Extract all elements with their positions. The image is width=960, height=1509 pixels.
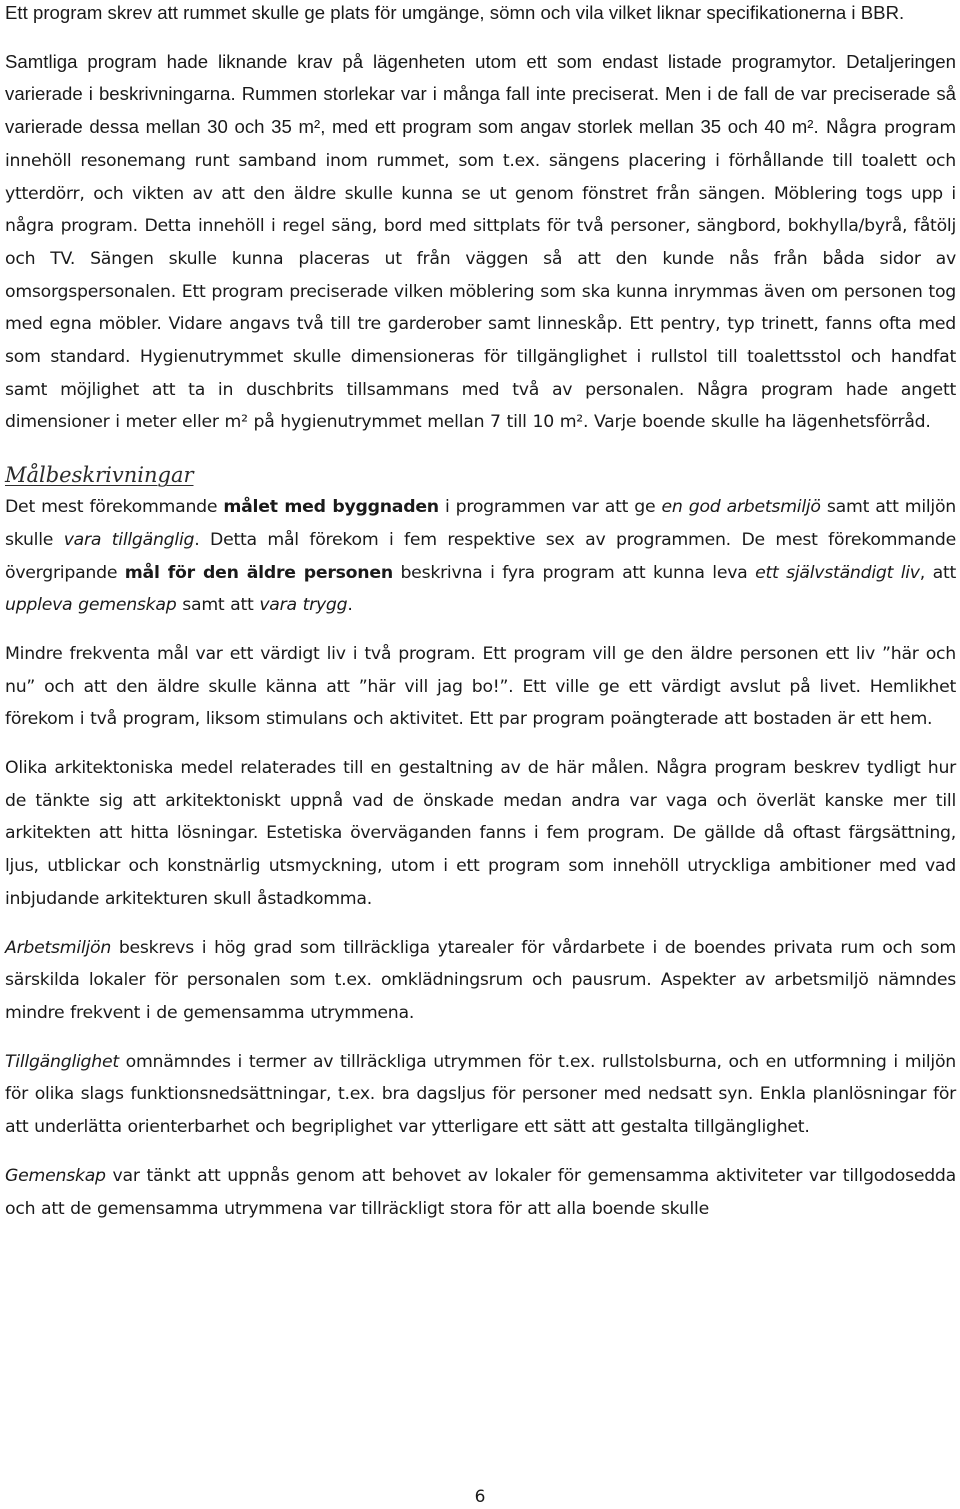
goals-paragraph-1 [5, 491, 956, 622]
italic-term: ett självständigt liv [755, 562, 920, 583]
text: . Detta mål förekom i fem respektive sex av programmen. De mest förekommande övergripande [5, 529, 956, 583]
section-heading: Målbeskrivningar [5, 463, 194, 488]
italic-term: Tillgänglighet [5, 1051, 119, 1072]
italic-term: Arbetsmiljön [5, 937, 112, 958]
intro-paragraph-1: Ett program skrev att rummet skulle ge plats för umgänge, sömn och vila vilket liknar specifikationerna i BBR. [5, 2, 905, 23]
italic-term: uppleva gemenskap [5, 595, 177, 616]
intro-paragraph-2 [5, 46, 956, 439]
page-number: 6 [474, 1487, 486, 1507]
text: beskrevs i hög grad som tillräckliga ytarealer för vårdarbete i de boendes privata rum och som särskilda lokaler för personalen som t.ex. omklädningsrum och pausrum. Aspekter av arbetsmiljö nämndes mindre frekvent i de gemensamma utrymmena. [5, 937, 956, 1023]
italic-term: en god arbetsmiljö [661, 497, 821, 518]
italic-term: Gemenskap [5, 1165, 106, 1186]
intro-paragraph-2-part-b: Några program innehöll resonemang runt samband inom rummet, som t.ex. sängens placering i förhållande till toalett och ytterdörr, och vikten av att den äldre skulle kunna se ut genom fönstret från sängen. Möblering togs upp i några program. Detta innehöll i regel säng, bord med sittplats för två personer, sängbord, bokhylla/byrå, fåtölj och TV. Sängen skulle kunna placeras ut från väggen så att den kunde nås från båda sidor av omsorgspersonalen. Ett program preciserade vilken möblering som ska kunna inrymmas även om personen tog med egna möbler. Vidare angavs två till tre garderober samt linneskåp. Ett pentry, typ trinett, fanns ofta med som standard. Hygienutrymmet skulle dimensioneras för tillgänglighet i rullstol till toalettsstol och handfat samt möjlighet att ta in duschbrits tillsammans med två av personalen. Några program hade angett dimensioner i meter eller m² på hygienutrymmet mellan 7 till 10 m². Varje boende skulle ha lägenhetsförråd. [5, 118, 956, 433]
text: . [347, 595, 353, 616]
goals-paragraph-6 [5, 1160, 956, 1225]
text: i programmen var att ge [438, 497, 662, 518]
text: samt att [176, 595, 260, 616]
text: beskrivna i fyra program att kunna leva [392, 562, 756, 583]
bold-term: mål för den äldre personen [124, 562, 393, 583]
goals-paragraph-5 [5, 1046, 956, 1144]
text: var tänkt att uppnås genom att behovet av lokaler för gemensamma aktiviteter var tillgodosedda och att de gemensamma utrymmena var tillräckligt stora för att alla boende skulle [5, 1165, 956, 1219]
goals-paragraph-3: Olika arkitektoniska medel relaterades till en gestaltning av de här målen. Några program beskrev tydligt hur de tänkte sig att arkitektoniskt uppnå vad de önskade medan andra var vaga och överlät kanske mer till arkitekten att hitta lösningar. Estetiska överväganden fanns i fem program. De gällde då oftast färgsättning, ljus, utblickar och konstnärlig utsmyckning, utom i ett program som innehöll utryckliga ambitioner med vad inbjudande arkitekturen skull åstadkomma. [5, 758, 956, 909]
text: omnämndes i termer av tillräckliga utrymmen för t.ex. rullstolsburna, och en utformning i miljön för olika slags funktionsnedsättningar, t.ex. bra dagsljus för personer med nedsatt syn. Enkla planlösningar för att underlätta orienterbarhet och begriplighet var ytterligare ett sätt att gestalta tillgänglighet. [5, 1051, 956, 1138]
italic-term: vara tillgänglig [63, 529, 195, 550]
intro-paragraph-2-part-a: Samtliga program hade liknande krav på lägenheten utom ett som endast listade programytor. Detaljeringen varierade i beskrivningarna. Rummen storlekar var i många fall inte preciserat. Men i de fall de var preciserade så varierade dessa mellan 30 och 35 m², med ett program som angav storlek mellan 35 och 40 m². [5, 50, 956, 138]
bold-term: målet med byggnaden [223, 497, 439, 518]
text: samt att miljön skulle [5, 497, 957, 550]
goals-paragraph-2: Mindre frekventa mål var ett värdigt liv i två program. Ett program vill ge den äldre personen ett liv ”här och nu” och att den äldre skulle känna att ”här vill jag bo!”. Ett ville ge ett värdigt avslut på livet. Hemlikhet förekom i två program, liksom stimulans och aktivitet. Ett par program poängterade att bostaden är ett hem. [5, 643, 956, 730]
goals-paragraph-4 [5, 932, 956, 1030]
italic-term: vara trygg [259, 595, 348, 616]
text: , att [919, 562, 956, 583]
document-page [5, 0, 956, 1225]
text: Det mest förekommande [5, 497, 224, 518]
